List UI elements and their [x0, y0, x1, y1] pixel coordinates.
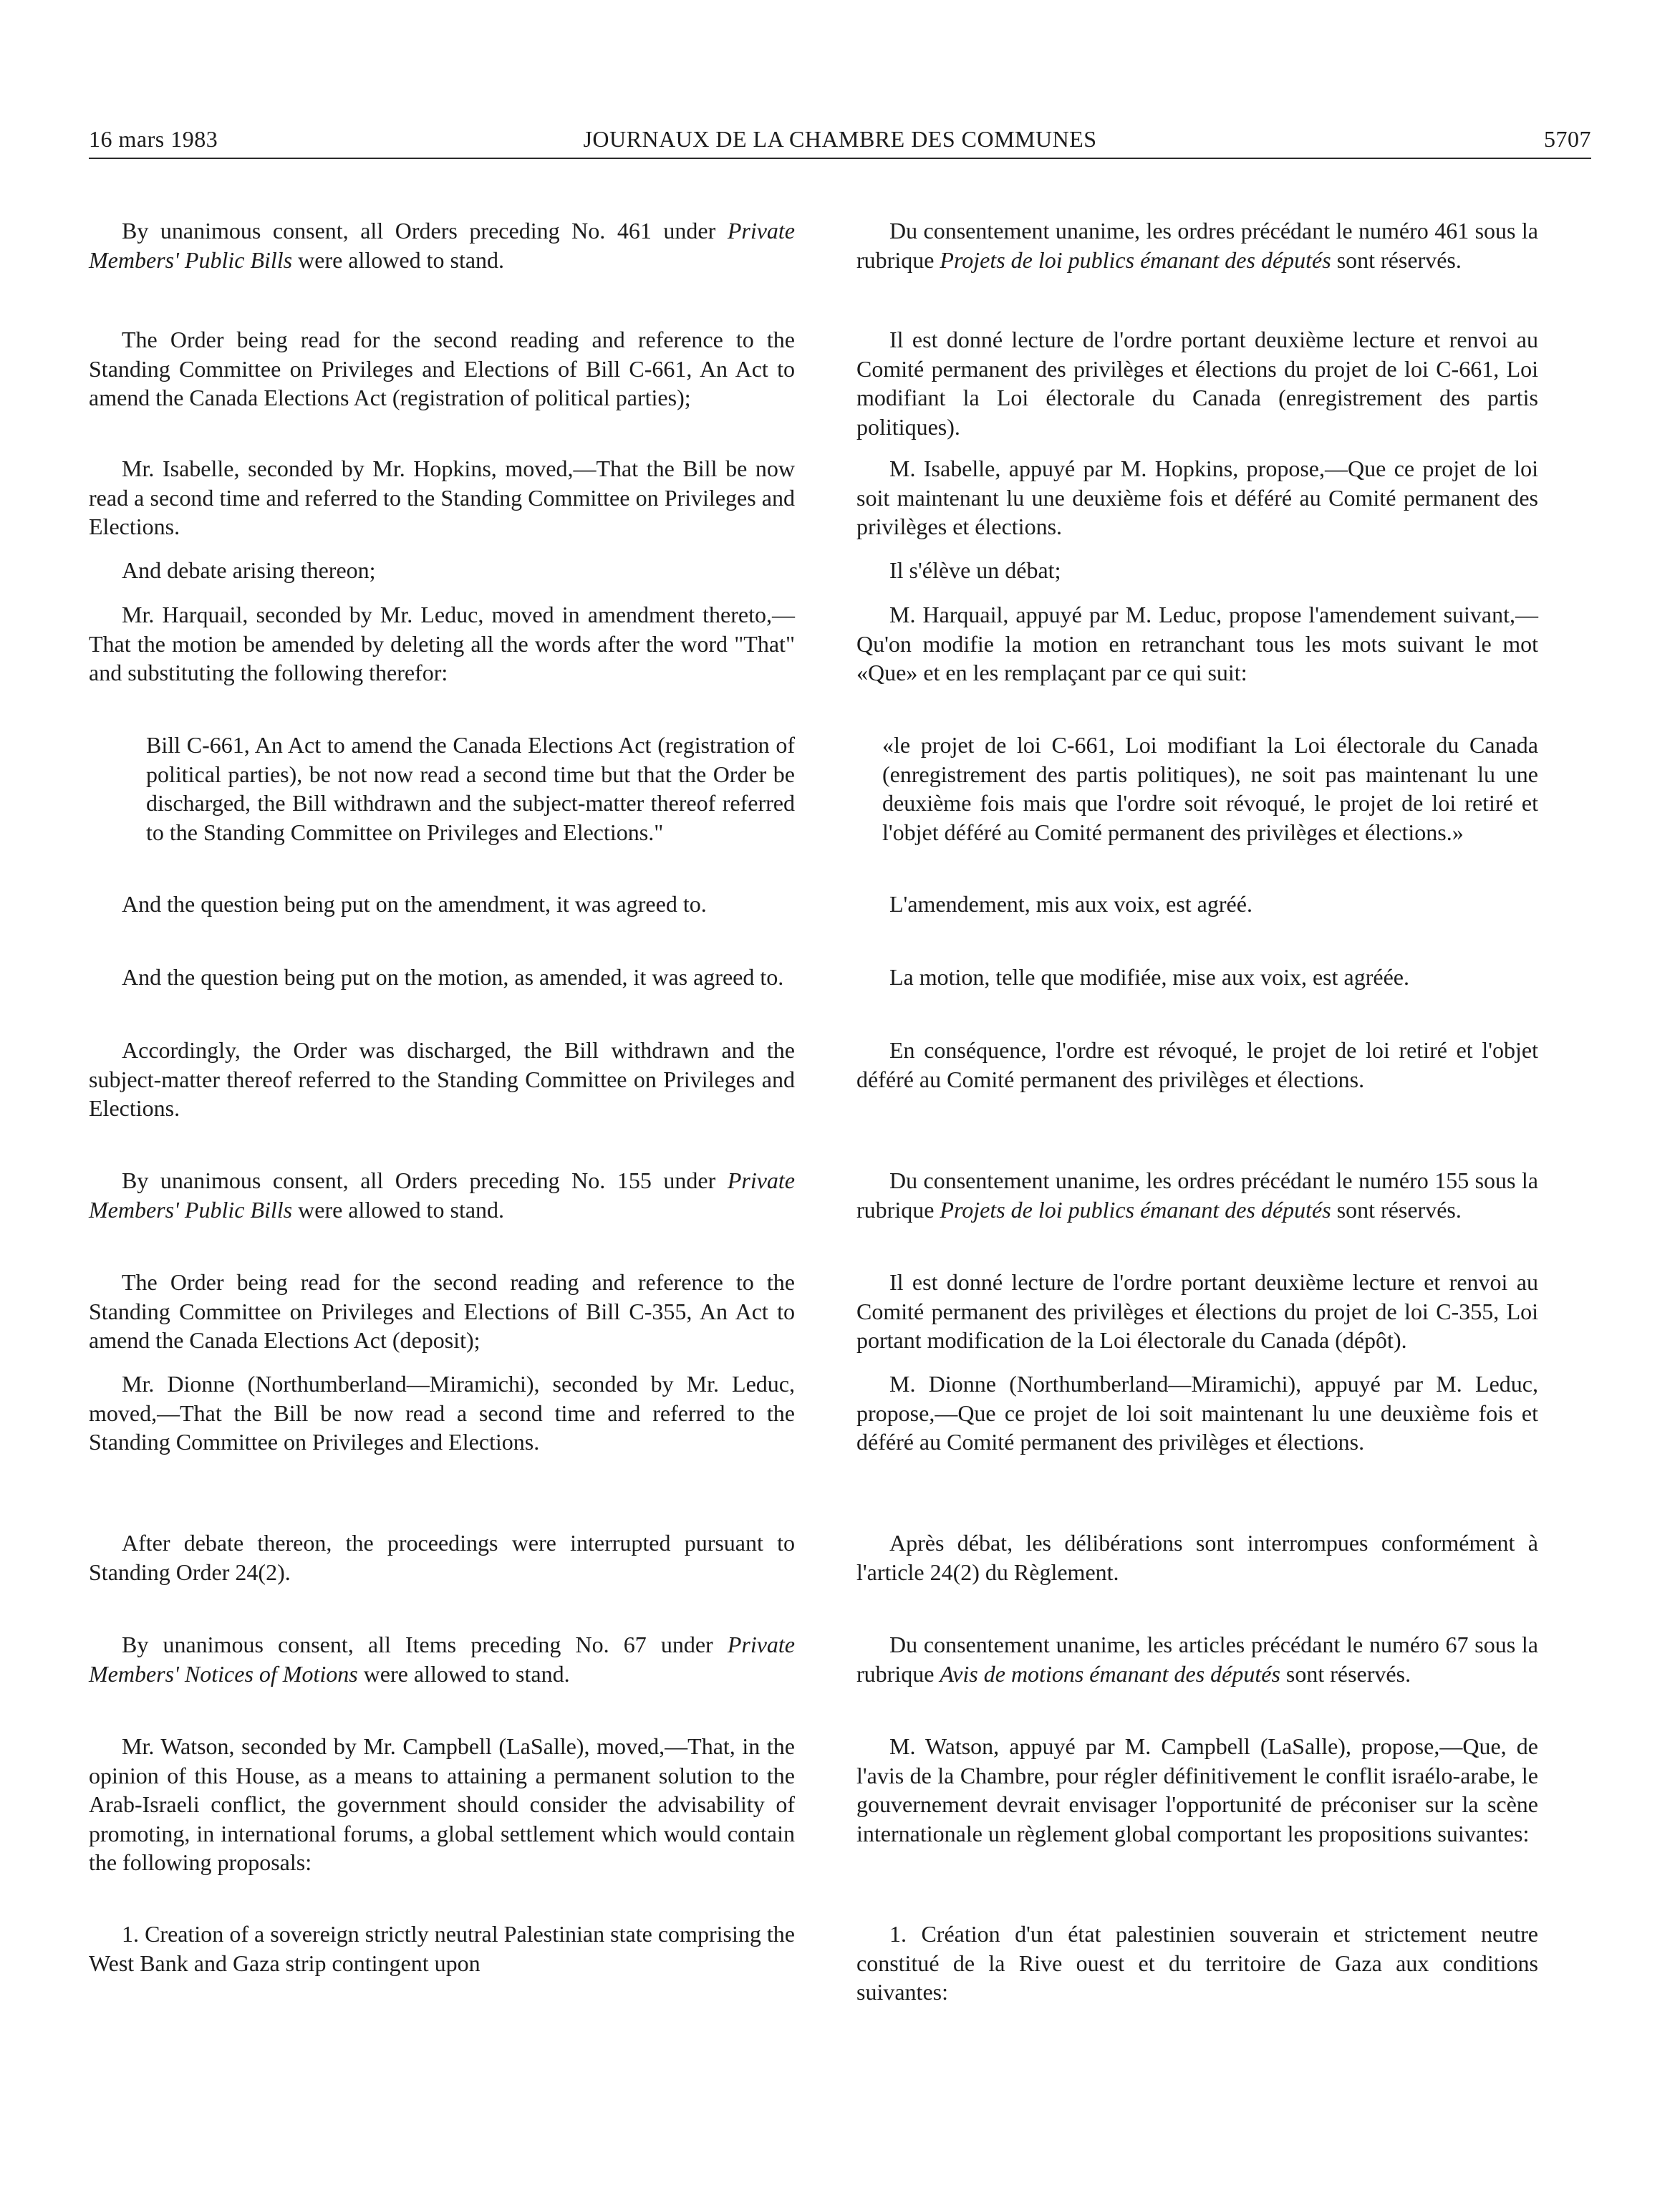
- header-date: 16 mars 1983: [89, 126, 218, 152]
- fr-paragraph-order-c355: Il est donné lecture de l'ordre portant deuxième lecture et renvoi au Comité permanent des privilèges et élections du projet de loi C-355, Loi portant modification de la Loi électorale du Canada (dépôt).: [856, 1269, 1538, 1353]
- en-paragraph-motion-agreed: And the question being put on the motion, as amended, it was agreed to.: [122, 964, 784, 990]
- page-header: [89, 122, 1591, 159]
- en-paragraph-order-c661: The Order being read for the second reading and reference to the Standing Committee on Privileges and Elections of Bill C-661, An Act to amend the Canada Elections Act (registration of political parties);: [89, 327, 795, 410]
- en-paragraph-watson-motion: Mr. Watson, seconded by Mr. Campbell (LaSalle), moved,—That, in the opinion of this House, as a means to attaining a permanent solution to the Arab-Israeli conflict, the government should consider the advisability of promoting, in international forums, a global settlement which would contain the following proposals:: [89, 1733, 795, 1875]
- fr-paragraph-debate-interrupted: Après débat, les délibérations sont interrompues conformément à l'article 24(2) du Règlement.: [856, 1530, 1538, 1585]
- fr-paragraph-watson-motion: M. Watson, appuyé par M. Campbell (LaSalle), propose,—Que, de l'avis de la Chambre, pour régler définitivement le conflit israélo-arabe, le gouvernement devrait envisager l'opportunité de préconiser sur la scène internationale un règlement global comportant les propositions suivantes:: [856, 1733, 1538, 1846]
- fr-paragraph-consent-155: Du consentement unanime, les ordres précédant le numéro 155 sous la rubrique Projets de loi publics émanant des députés sont réservés.: [856, 1167, 1538, 1223]
- fr-paragraph-consent-67: Du consentement unanime, les articles précédant le numéro 67 sous la rubrique Avis de motions émanant des députés sont réservés.: [856, 1632, 1538, 1687]
- fr-paragraph-order-c661: Il est donné lecture de l'ordre portant deuxième lecture et renvoi au Comité permanent des privilèges et élections du projet de loi C-661, Loi modifiant la Loi électorale du Canada (enregistrement des partis politiques).: [856, 327, 1538, 440]
- fr-paragraph-order-discharged: En conséquence, l'ordre est révoqué, le projet de loi retiré et l'objet déféré au Comité permanent des privilèges et élections.: [856, 1037, 1538, 1092]
- fr-paragraph-consent-461: Du consentement unanime, les ordres précédant le numéro 461 sous la rubrique Projets de loi publics émanant des députés sont réservés.: [856, 218, 1538, 273]
- fr-paragraph-dionne-motion: M. Dionne (Northumberland—Miramichi), appuyé par M. Leduc, propose,—Que ce projet de loi soit maintenant lu une deuxième fois et déféré au Comité permanent des privilèges et élections.: [856, 1371, 1538, 1455]
- en-paragraph-consent-67: By unanimous consent, all Items preceding No. 67 under Private Members' Notices of Motions were allowed to stand.: [89, 1632, 795, 1687]
- page-number: 5707: [1544, 126, 1591, 152]
- en-paragraph-amendment-agreed: And the question being put on the amendment, it was agreed to.: [122, 891, 707, 917]
- fr-quoted-amendment: «le projet de loi C-661, Loi modifiant la Loi électorale du Canada (enregistrement des partis politiques), ne soit pas maintenant lu une deuxième fois mais que l'ordre soit révoqué, le projet de loi retiré et l'objet déféré au Comité permanent des privilèges et élections.»: [882, 732, 1538, 845]
- en-paragraph-order-c355: The Order being read for the second reading and reference to the Standing Committee on Privileges and Elections of Bill C-355, An Act to amend the Canada Elections Act (deposit);: [89, 1269, 795, 1353]
- fr-paragraph-isabelle-motion: M. Isabelle, appuyé par M. Hopkins, propose,—Que ce projet de loi soit maintenant lu une deuxième fois et déféré au Comité permanent des privilèges et élections.: [856, 456, 1538, 539]
- en-paragraph-order-discharged: Accordingly, the Order was discharged, the Bill withdrawn and the subject-matter thereof referred to the Standing Committee on Privileges and Elections.: [89, 1037, 795, 1121]
- en-paragraph-debate: And debate arising thereon;: [122, 557, 376, 583]
- en-paragraph-consent-461: By unanimous consent, all Orders preceding No. 461 under Private Members' Public Bills were allowed to stand.: [89, 218, 795, 273]
- fr-paragraph-amendment-agreed: L'amendement, mis aux voix, est agréé.: [889, 891, 1252, 917]
- en-paragraph-debate-interrupted: After debate thereon, the proceedings were interrupted pursuant to Standing Order 24(2).: [89, 1530, 795, 1585]
- en-paragraph-proposal-1: 1. Creation of a sovereign strictly neutral Palestinian state comprising the West Bank and Gaza strip contingent upon: [89, 1921, 795, 1976]
- en-paragraph-isabelle-motion: Mr. Isabelle, seconded by Mr. Hopkins, moved,—That the Bill be now read a second time and referred to the Standing Committee on Privileges and Elections.: [89, 456, 795, 539]
- en-paragraph-dionne-motion: Mr. Dionne (Northumberland—Miramichi), seconded by Mr. Leduc, moved,—That the Bill be now read a second time and referred to the Standing Committee on Privileges and Elections.: [89, 1371, 795, 1455]
- en-paragraph-harquail-amendment: Mr. Harquail, seconded by Mr. Leduc, moved in amendment thereto,—That the motion be amended by deleting all the words after the word "That" and substituting the following therefor:: [89, 602, 795, 685]
- fr-paragraph-motion-agreed: La motion, telle que modifiée, mise aux voix, est agréée.: [889, 964, 1409, 990]
- header-title: JOURNAUX DE LA CHAMBRE DES COMMUNES: [583, 126, 1097, 152]
- fr-paragraph-debate: Il s'élève un débat;: [889, 557, 1061, 583]
- fr-paragraph-proposal-1: 1. Création d'un état palestinien souverain et strictement neutre constitué de la Rive ouest et du territoire de Gaza aux conditions suivantes:: [856, 1921, 1538, 2005]
- fr-paragraph-harquail-amendment: M. Harquail, appuyé par M. Leduc, propose l'amendement suivant,—Qu'on modifie la motion en retranchant tous les mots suivant le mot «Que» et en les remplaçant par ce qui suit:: [856, 602, 1538, 685]
- en-quoted-amendment: Bill C-661, An Act to amend the Canada Elections Act (registration of political parties), be not now read a second time but that the Order be discharged, the Bill withdrawn and the subject-matter thereof referred to the Standing Committee on Privileges and Elections.": [146, 732, 795, 845]
- en-paragraph-consent-155: By unanimous consent, all Orders preceding No. 155 under Private Members' Public Bills were allowed to stand.: [89, 1167, 795, 1223]
